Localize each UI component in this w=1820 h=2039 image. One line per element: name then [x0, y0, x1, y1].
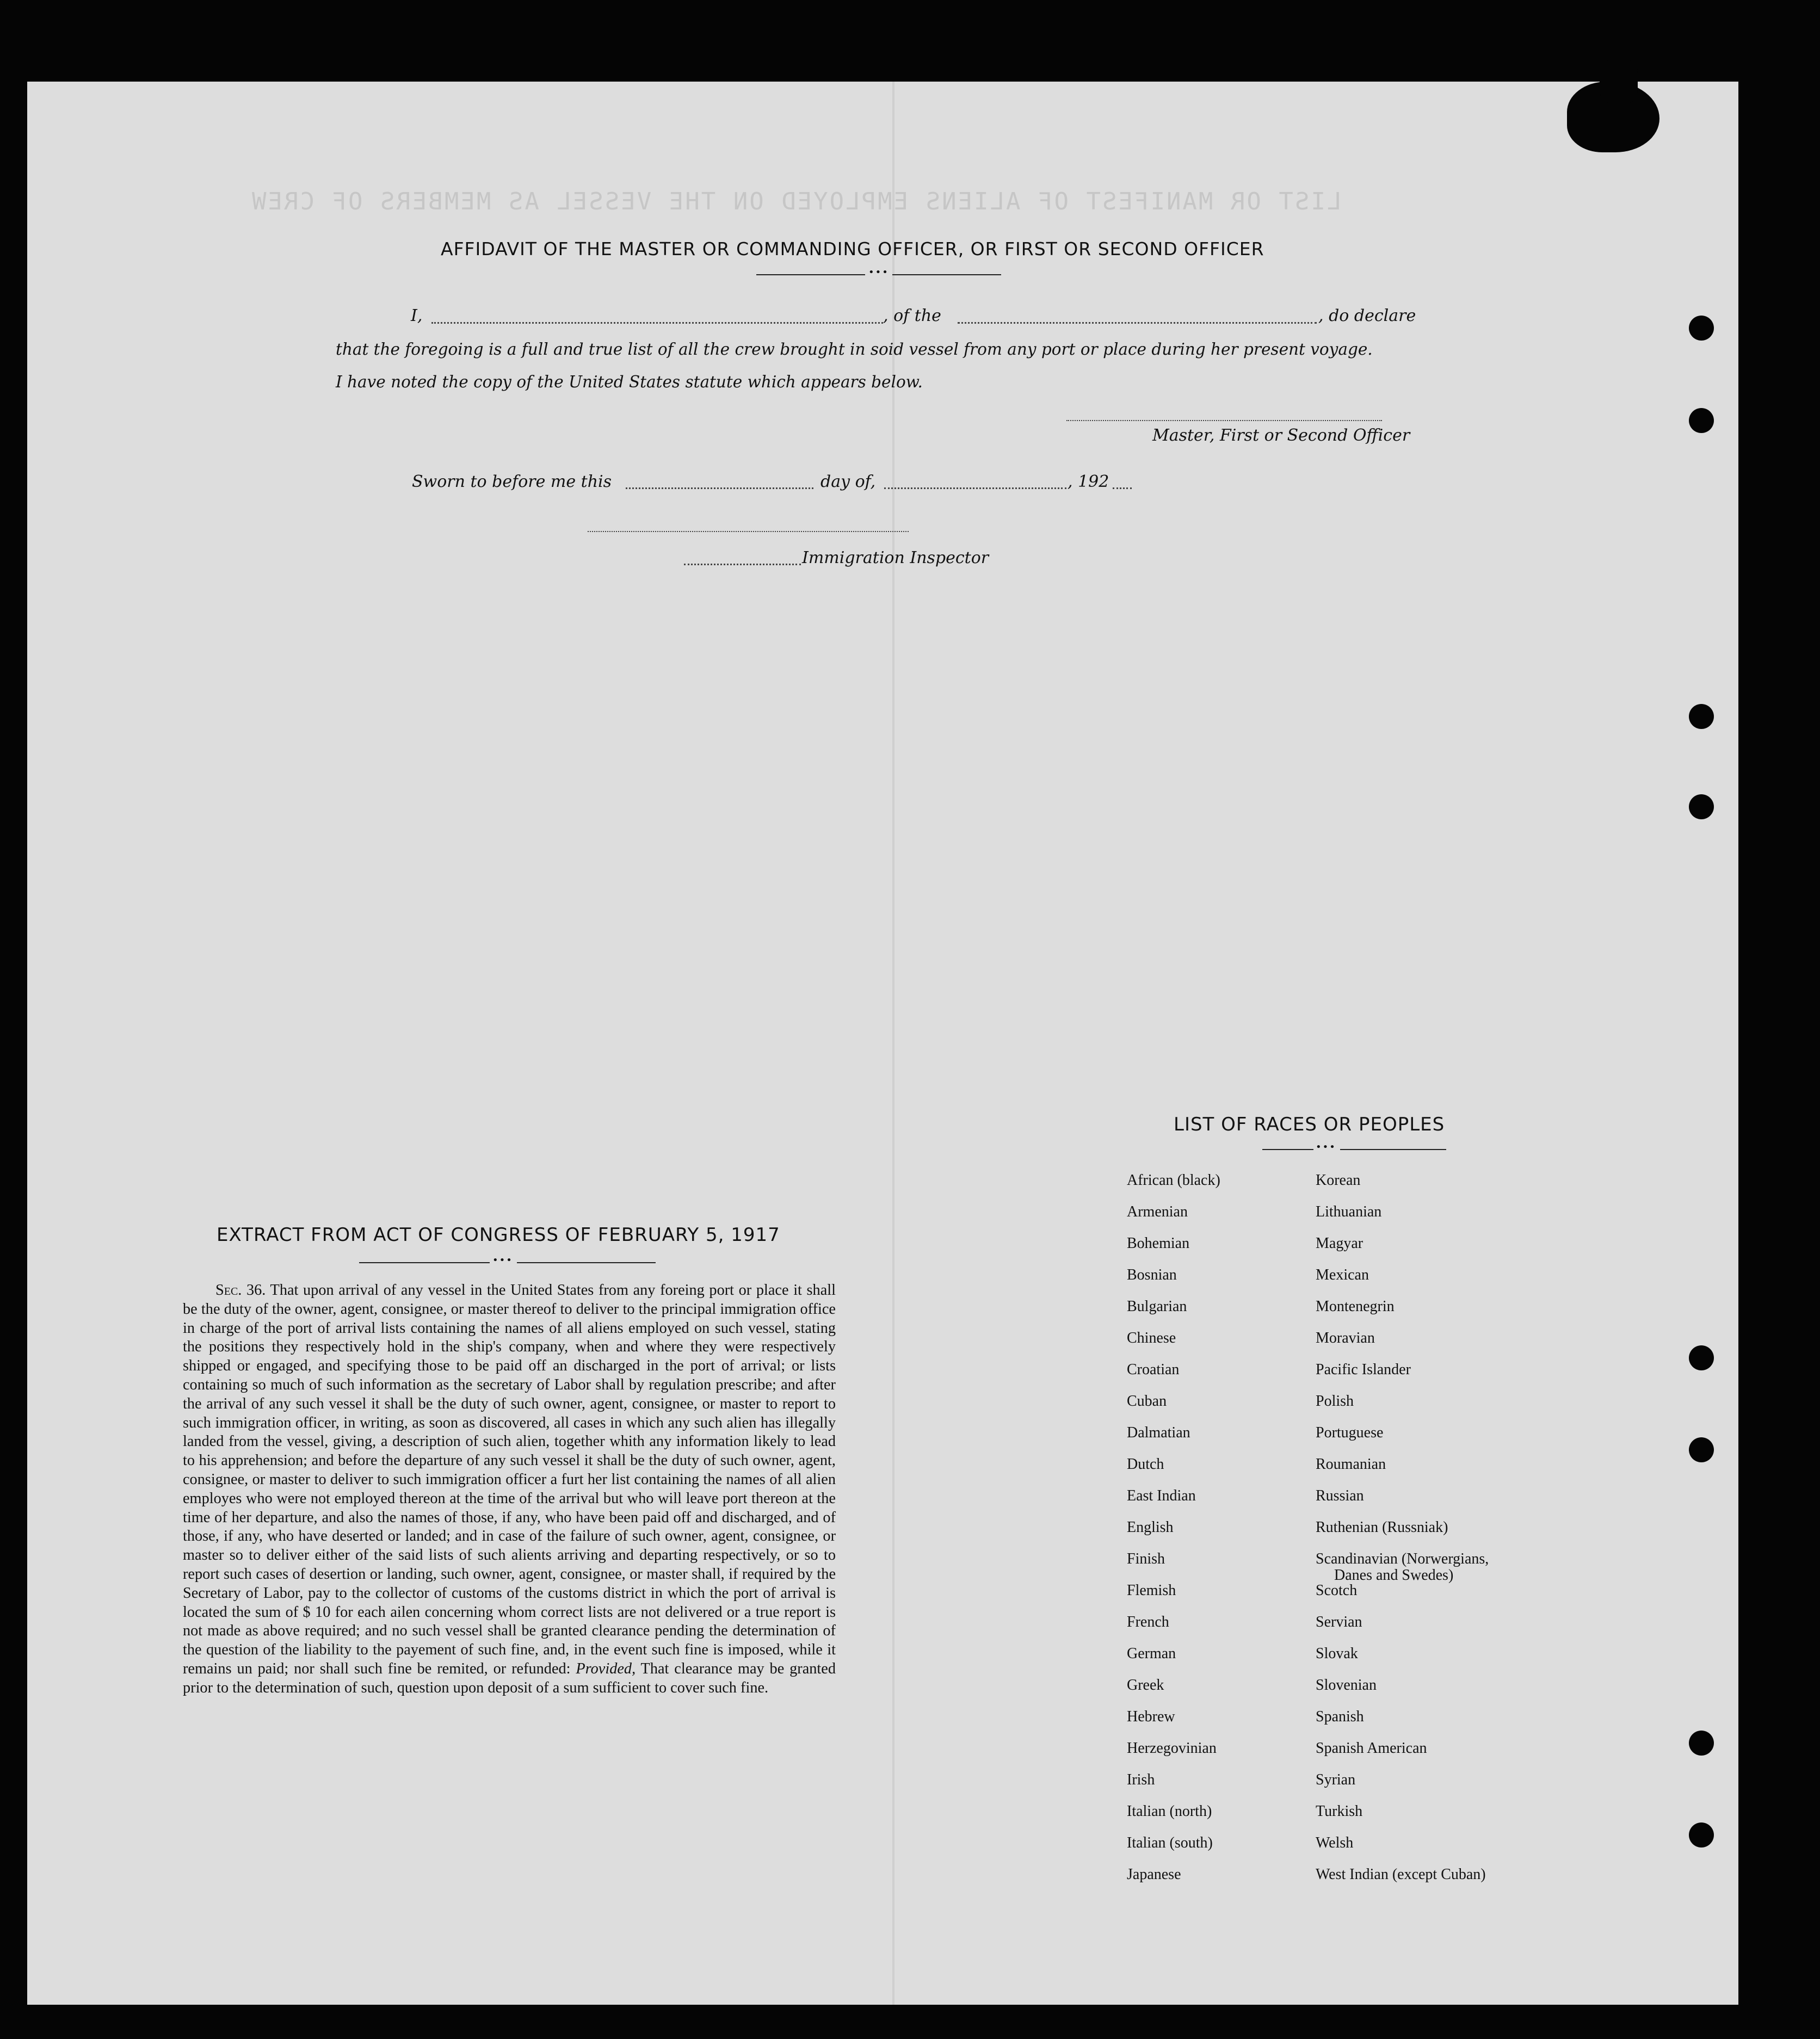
affidavit-do-declare: , do declare: [1318, 306, 1416, 325]
punch-hole: [1689, 794, 1714, 819]
race-item: Slovenian: [1316, 1677, 1377, 1694]
race-item: Cuban: [1127, 1393, 1167, 1410]
vessel-blank: [958, 322, 1317, 324]
race-item: Croatian: [1127, 1361, 1180, 1378]
race-item: Bosnian: [1127, 1266, 1177, 1283]
month-blank: [884, 487, 1066, 489]
races-right-column: [1316, 1172, 1489, 1898]
extract-body: [183, 1281, 836, 1698]
race-item: Moravian: [1316, 1330, 1375, 1346]
race-item: Pacific Islander: [1316, 1361, 1411, 1378]
inspector-blank: [684, 564, 801, 565]
race-item: Ruthenian (Russniak): [1316, 1519, 1448, 1536]
punch-hole: [1689, 704, 1714, 729]
inspector-signature-blank: [588, 531, 909, 532]
signature-blank: [1066, 420, 1382, 421]
race-item: Dutch: [1127, 1456, 1164, 1473]
race-item: Syrian: [1316, 1771, 1356, 1788]
punch-hole: [1689, 1345, 1714, 1370]
name-blank: [431, 322, 883, 324]
affidavit-i-label: I,: [411, 306, 423, 325]
title-rule: [1262, 1149, 1313, 1150]
torn-corner: [1600, 60, 1638, 103]
race-item-line: Danes and Swedes): [1334, 1567, 1454, 1584]
punch-hole: [1689, 1731, 1714, 1756]
race-item: Welsh: [1316, 1834, 1354, 1851]
race-item: Spanish: [1316, 1708, 1364, 1725]
race-item: Roumanian: [1316, 1456, 1386, 1473]
race-item: Scotch: [1316, 1582, 1358, 1599]
race-item: Hebrew: [1127, 1708, 1175, 1725]
section-text-end: That clearance may be granted prior to the determination of such, question upon deposit of a sum sufficient to cover such fine.: [183, 1660, 836, 1696]
torn-corner: [1619, 0, 1820, 33]
title-rule: [892, 274, 1001, 275]
punch-hole: [1689, 408, 1714, 433]
punch-hole: [1689, 1437, 1714, 1462]
race-item-line: Scandinavian (Norwergians,: [1316, 1550, 1489, 1567]
title-rule: [756, 274, 865, 275]
race-item: Dalmatian: [1127, 1424, 1190, 1441]
race-item: Korean: [1316, 1172, 1361, 1189]
master-label: Master, First or Second Officer: [1152, 426, 1410, 445]
race-item: Flemish: [1127, 1582, 1176, 1599]
year-blank: [1113, 487, 1132, 489]
races-title: LIST OF RACES OR PEOPLES: [1174, 1114, 1445, 1135]
race-item: Montenegrin: [1316, 1298, 1395, 1315]
race-item: Italian (north): [1127, 1803, 1212, 1820]
inspector-label: Immigration Inspector: [802, 548, 989, 567]
race-item: East Indian: [1127, 1487, 1196, 1504]
race-item: Mexican: [1316, 1266, 1369, 1283]
race-item: Armenian: [1127, 1203, 1188, 1220]
punch-hole: [1689, 316, 1714, 341]
title-ornament: •••: [1316, 1141, 1336, 1153]
race-item: Japanese: [1127, 1866, 1181, 1883]
race-item: Italian (south): [1127, 1834, 1213, 1851]
title-ornament: •••: [492, 1255, 513, 1266]
race-item: Turkish: [1316, 1803, 1363, 1820]
races-left-column: [1127, 1172, 1220, 1898]
race-item: Russian: [1316, 1487, 1364, 1504]
page-fold: [892, 82, 894, 2005]
title-rule: [517, 1262, 656, 1263]
section-text: That upon arrival of any vessel in the United States from any foreing port or place it shall be the duty of the owner, agent, consignee, or master thereof to deliver to the principal immigration office in charge of the port of arrival lists containing the names of all aliens employed on such vessel, stating the positions they respectively hold in the ship's company, when and where they were respectively shipped or engaged, and specifying those to be paid off an discharged in the port of arrival; or lists containing so much of such information as the secretary of Labor shall by regulation prescribe; and after the arrival of any such vessel it shall be the duty of such owner, agent, consignee, or master to report to such immigration officer, in writing, as soon as discovered, all cases in which any such alien has illegally landed from the vessel, giving, a description of such alien, together whith any information likely to lead to his apprehension; and before the departure of any such vessel it shall be the duty of such owner, agent, consignee, or master to deliver to such immigration officer a furt her list containing the names of all alien employes who were not employed thereon at the time of the arrival but who will leave port thereon at the time of her departure, and also the names of those, if any, who have been paid off and discharged, and of those, if any, who have deserted or landed; and in case of the failure of such owner, agent, consignee, or master so to deliver either of the said lists of such alients arriving and departing respectively, or so to report such cases of desertion or landing, such owner, agent, consignee, or master shall, if required by the Secretary of Labor, pay to the collector of customs of the customs district in which the port of arrival is located the sum of $ 10 for each ailen concerning whom correct lists are not delivered or a true report is not made as above required; and no such vessel shall be granted clearance pending the determination of the question of the liability to the payement of such fine, and, in the event such fine is imposed, while it remains un paid; nor shall such fine be remited, or refunded:: [183, 1282, 836, 1677]
race-item: Bohemian: [1127, 1235, 1190, 1252]
race-item: French: [1127, 1614, 1169, 1630]
affidavit-line-2: that the foregoing is a full and true list of all the crew brought in soid vessel from any port or place during her present voyage.: [336, 340, 1373, 359]
race-item: Lithuanian: [1316, 1203, 1382, 1220]
day-blank: [626, 487, 813, 489]
title-ornament: •••: [868, 267, 889, 278]
race-item: Irish: [1127, 1771, 1155, 1788]
extract-title: EXTRACT FROM ACT OF CONGRESS OF FEBRUARY 5, 1917: [217, 1224, 780, 1246]
day-of-label: day of,: [820, 472, 876, 491]
section-label: Sec. 36.: [215, 1282, 266, 1299]
race-item: English: [1127, 1519, 1174, 1536]
race-item: Polish: [1316, 1393, 1354, 1410]
race-item: West Indian (except Cuban): [1316, 1866, 1486, 1883]
race-item: [1316, 1551, 1489, 1583]
provided-word: Provided,: [576, 1660, 636, 1677]
race-item: African (black): [1127, 1172, 1220, 1189]
affidavit-line-3: I have noted the copy of the United States statute which appears below.: [336, 373, 923, 391]
title-rule: [1340, 1149, 1446, 1150]
race-item: Slovak: [1316, 1645, 1358, 1662]
race-item: Herzegovinian: [1127, 1740, 1217, 1757]
race-item: Portuguese: [1316, 1424, 1384, 1441]
race-item: Magyar: [1316, 1235, 1364, 1252]
sworn-label: Sworn to before me this: [412, 472, 612, 491]
race-item: Servian: [1316, 1614, 1362, 1630]
bleed-through-heading: LIST OR MANIFEST OF ALIENS EMPLOYED ON THE VESSEL AS MEMBERS OF CREW: [250, 188, 1342, 215]
year-label: , 192: [1068, 472, 1109, 491]
affidavit-title: AFFIDAVIT OF THE MASTER OR COMMANDING OFFICER, OR FIRST OR SECOND OFFICER: [441, 238, 1264, 259]
race-item: German: [1127, 1645, 1176, 1662]
affidavit-of-the: , of the: [883, 306, 941, 325]
race-item: Greek: [1127, 1677, 1164, 1694]
race-item: Spanish American: [1316, 1740, 1427, 1757]
punch-hole: [1689, 1822, 1714, 1848]
race-item: Finish: [1127, 1550, 1165, 1567]
title-rule: [359, 1262, 490, 1263]
race-item: Bulgarian: [1127, 1298, 1187, 1315]
race-item: Chinese: [1127, 1330, 1176, 1346]
